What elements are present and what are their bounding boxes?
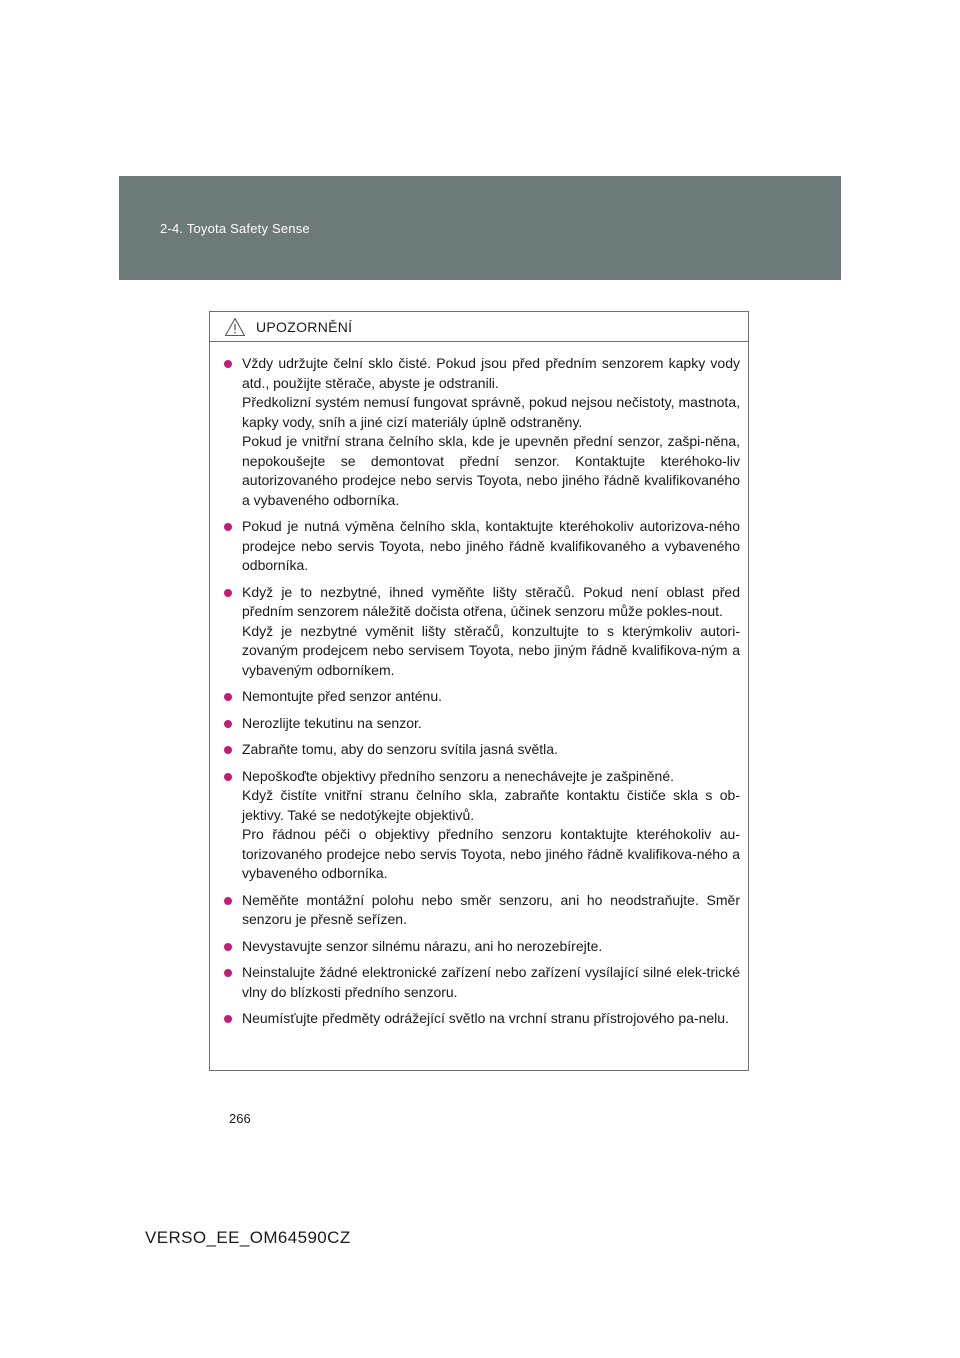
warning-list-item: [224, 740, 740, 760]
warning-item-text: [242, 354, 740, 510]
warning-list-item: [224, 354, 740, 510]
warning-list-item: [224, 687, 740, 707]
warning-triangle-icon: [224, 317, 246, 337]
warning-item-text: [242, 687, 740, 707]
warning-item-text: [242, 583, 740, 681]
warning-item-text: [242, 963, 740, 1002]
section-title: 2-4. Toyota Safety Sense: [160, 221, 310, 236]
warning-paragraph: Když je nezbytné vyměnit lišty stěračů, konzultujte to s kterýmkoliv autori-zovaným prodejcem nebo servisem Toyota, nebo jiným řádně kvalifikova-ným a vybaveným odborníkem.: [242, 622, 740, 678]
document-code: VERSO_EE_OM64590CZ: [145, 1228, 351, 1247]
warning-paragraph: Nevystavujte senzor silnému nárazu, ani ho nerozebírejte.: [242, 937, 603, 954]
warning-list-item: [224, 767, 740, 884]
header-band: [119, 176, 841, 280]
bullet-icon: [224, 720, 232, 728]
page-number: 266: [229, 1111, 251, 1126]
warning-paragraph: Nemontujte před senzor anténu.: [242, 688, 443, 704]
warning-body: [210, 342, 748, 1029]
warning-paragraph: Pro řádnou péči o objektivy předního senzoru kontaktujte kteréhokoliv au-torizovaného prodejce nebo servis Toyota, nebo jiného řádně kvalifikova-ného a vybaveného odborníka.: [242, 826, 740, 881]
warning-paragraph: Vždy udržujte čelní sklo čisté. Pokud jsou před předním senzorem kapky vody atd., použijte stěrače, abyste je odstranili.: [242, 355, 740, 391]
bullet-icon: [224, 360, 232, 368]
warning-list-item: [224, 714, 740, 734]
warning-list-item: [224, 583, 740, 681]
warning-paragraph: Předkolizní systém nemusí fungovat správně, pokud nejsou nečistoty, mastnota, kapky vody, sníh a jiné cizí materiály úplně odstraněny.: [242, 394, 740, 430]
warning-list-item: [224, 963, 740, 1002]
warning-paragraph: Neměňte montážní polohu nebo směr senzoru, ani ho neodstraňujte. Směr senzoru je přesně seřízen.: [242, 891, 740, 927]
warning-paragraph: Zabraňte tomu, aby do senzoru svítila jasná světla.: [242, 741, 558, 757]
bullet-icon: [224, 589, 232, 597]
bullet-icon: [224, 1015, 232, 1023]
warning-item-text: [242, 891, 740, 930]
warning-paragraph: Nepoškoďte objektivy předního senzoru a nenechávejte je zašpiněné.: [242, 767, 674, 784]
warning-paragraph: Pokud je nutná výměna čelního skla, kontaktujte kteréhokoliv autorizova-ného prodejce nebo servis Toyota, nebo jiného řádně kvalifikovaného a vybaveného odborníka.: [242, 518, 740, 573]
warning-list-item: [224, 937, 740, 957]
warning-title: UPOZORNĚNÍ: [256, 318, 353, 335]
bullet-icon: [224, 943, 232, 951]
bullet-icon: [224, 523, 232, 531]
warning-paragraph: Nerozlijte tekutinu na senzor.: [242, 714, 422, 731]
warning-list-item: [224, 1009, 740, 1029]
warning-item-text: [242, 714, 740, 734]
warning-header: [210, 312, 748, 342]
warning-paragraph: Neumísťujte předměty odrážející světlo na vrchní stranu přístrojového pa-nelu.: [242, 1010, 729, 1026]
warning-list-item: [224, 517, 740, 576]
warning-paragraph: Když je to nezbytné, ihned vyměňte lišty stěračů. Pokud není oblast před předním senzorem náležitě dočista otřena, účinek senzoru může pokles-nout.: [242, 583, 740, 619]
warning-item-text: [242, 517, 740, 576]
warning-item-text: [242, 740, 740, 760]
warning-item-text: [242, 1009, 740, 1029]
warning-list-item: [224, 891, 740, 930]
warning-paragraph: Když čistíte vnitřní stranu čelního skla, zabraňte kontaktu čističe skla s ob-jektivy. Také se nedotýkejte objektivů.: [242, 787, 740, 823]
warning-item-text: [242, 767, 740, 884]
warning-paragraph: Neinstalujte žádné elektronické zařízení nebo zařízení vysílající silné elek-trické vlny do blízkosti předního senzoru.: [242, 964, 740, 1000]
bullet-icon: [224, 969, 232, 977]
bullet-icon: [224, 773, 232, 781]
bullet-icon: [224, 693, 232, 701]
warning-paragraph: Pokud je vnitřní strana čelního skla, kde je upevněn přední senzor, zašpi-něna, nepokoušejte se demontovat přední senzor. Kontaktujte kteréhoko-liv autorizovaného prodejce nebo servis Toyota, nebo jiného řádně kvalifikovaného a vybaveného odborníka.: [242, 433, 740, 508]
warning-box: [209, 311, 749, 1071]
bullet-icon: [224, 897, 232, 905]
warning-item-text: [242, 937, 740, 957]
bullet-icon: [224, 746, 232, 754]
